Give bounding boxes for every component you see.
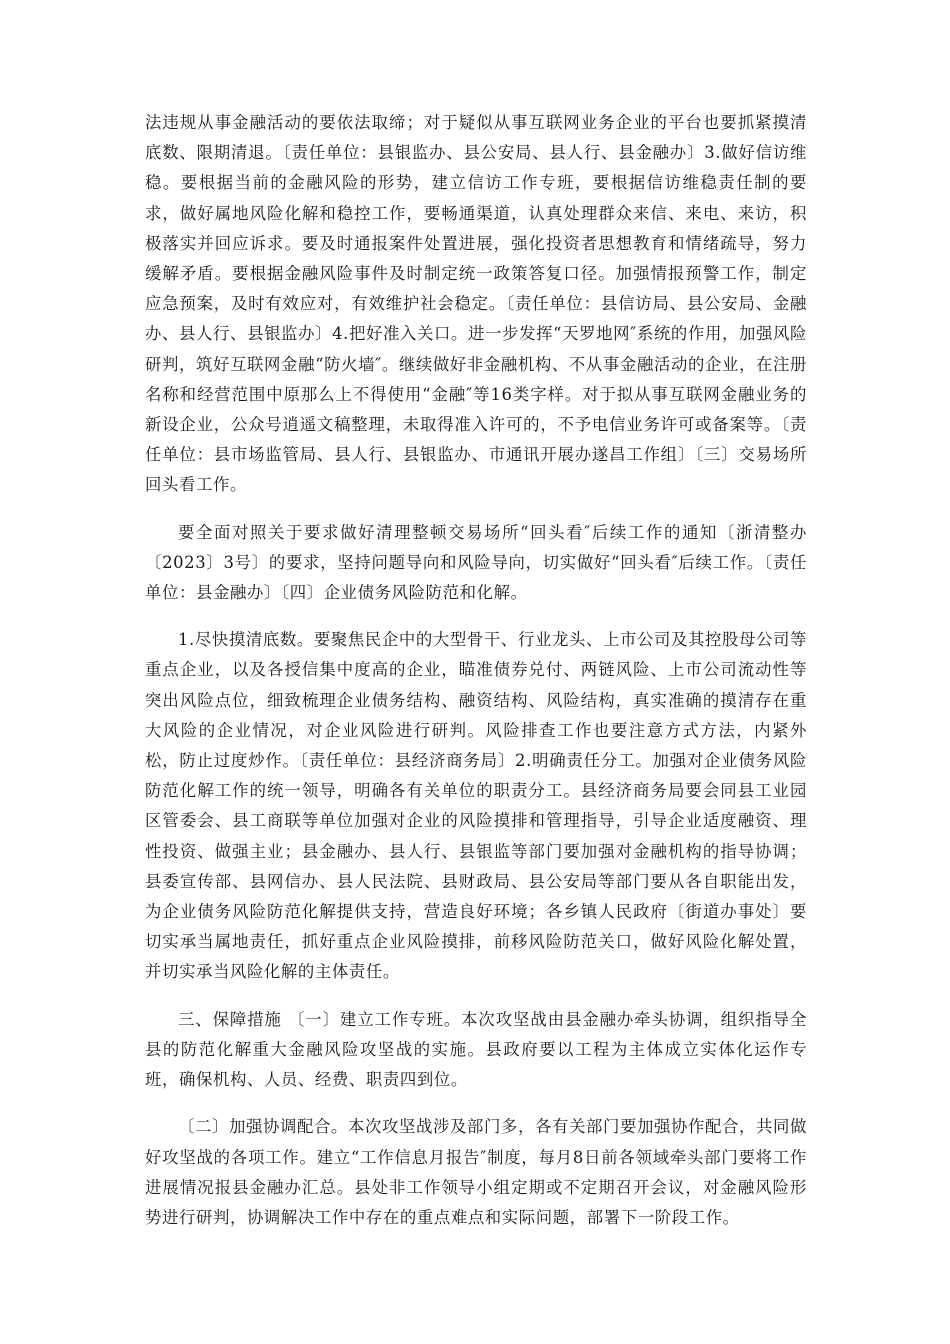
- paragraph-1: 法违规从事金融活动的要依法取缔；对于疑似从事互联网业务企业的平台也要抓紧摸清底数、限期清退。〔责任单位：县银监办、县公安局、县人行、县金融办〕3.做好信访维稳。要根据当前的金融风险的形势，建立信访工作专班，要根据信访维稳责任制的要求，做好属地风险化解和稳控工作，要畅通渠道，认真处理群众来信、来电、来访，积极落实并回应诉求。要及时通报案件处置进展，强化投资者思想教育和情绪疏导，努力缓解矛盾。要根据金融风险事件及时制定统一政策答复口径。加强情报预警工作，制定应急预案，及时有效应对，有效维护社会稳定。〔责任单位：县信访局、县公安局、金融办、县人行、县银监办〕4.把好准入关口。进一步发挥“天罗地网″系统的作用，加强风险研判，筑好互联网金融“防火墙″。继续做好非金融机构、不从事金融活动的企业，在注册名称和经营范围中原那么上不得使用“金融″等16类字样。对于拟从事互联网金融业务的新设企业，公众号逍遥文稿整理，未取得准入许可的，不予电信业务许可或备案等。〔责任单位：县市场监管局、县人行、县银监办、市通讯开展办遂昌工作组〕〔三〕交易场所回头看工作。: [145, 113, 807, 495]
- paragraph-2: 要全面对照关于要求做好清理整顿交易场所“回头看″后续工作的通知〔浙清整办〔2023〕3号〕的要求，坚持问题导向和风险导向，切实做好“回头看″后续工作。〔责任单位：县金融办〕〔四〕企业债务风险防范和化解。: [145, 522, 807, 603]
- document-body: [145, 108, 807, 1250]
- paragraph-5: 〔二〕加强协调配合。本次攻坚战涉及部门多，各有关部门要加强协作配合，共同做好攻坚战的各项工作。建立“工作信息月报告″制度，每月8日前各领域牵头部门要将工作进展情况报县金融办汇总。县处非工作领导小组定期或不定期召开会议，对金融风险形势进行研判，协调解决工作中存在的重点难点和实际问题，部署下一阶段工作。: [145, 1117, 807, 1227]
- paragraph-4: 三、保障措施 〔一〕建立工作专班。本次攻坚战由县金融办牵头协调，组织指导全县的防范化解重大金融风险攻坚战的实施。县政府要以工程为主体成立实体化运作专班，确保机构、人员、经费、职责四到位。: [145, 1009, 807, 1090]
- paragraph-3: 1.尽快摸清底数。要聚焦民企中的大型骨干、行业龙头、上市公司及其控股母公司等重点企业，以及各授信集中度高的企业，瞄准债券兑付、两链风险、上市公司流动性等突出风险点位，细致梳理企业债务结构、融资结构、风险结构，真实准确的摸清存在重大风险的企业情况，对企业风险进行研判。风险排查工作也要注意方式方法，内紧外松，防止过度炒作。〔责任单位：县经济商务局〕2.明确责任分工。加强对企业债务风险防范化解工作的统一领导，明确各有关单位的职责分工。县经济商务局要会同县工业园区管委会、县工商联等单位加强对企业的风险摸排和管理指导，引导企业适度融资、理性投资、做强主业；县金融办、县人行、县银监等部门要加强对金融机构的指导协调；县委宣传部、县网信办、县人民法院、县财政局、县公安局等部门要从各自职能出发，为企业债务风险防范化解提供支持，营造良好环境；各乡镇人民政府〔街道办事处〕要切实承当属地责任，抓好重点企业风险摸排，前移风险防范关口，做好风险化解处置，并切实承当风险化解的主体责任。: [145, 630, 807, 982]
